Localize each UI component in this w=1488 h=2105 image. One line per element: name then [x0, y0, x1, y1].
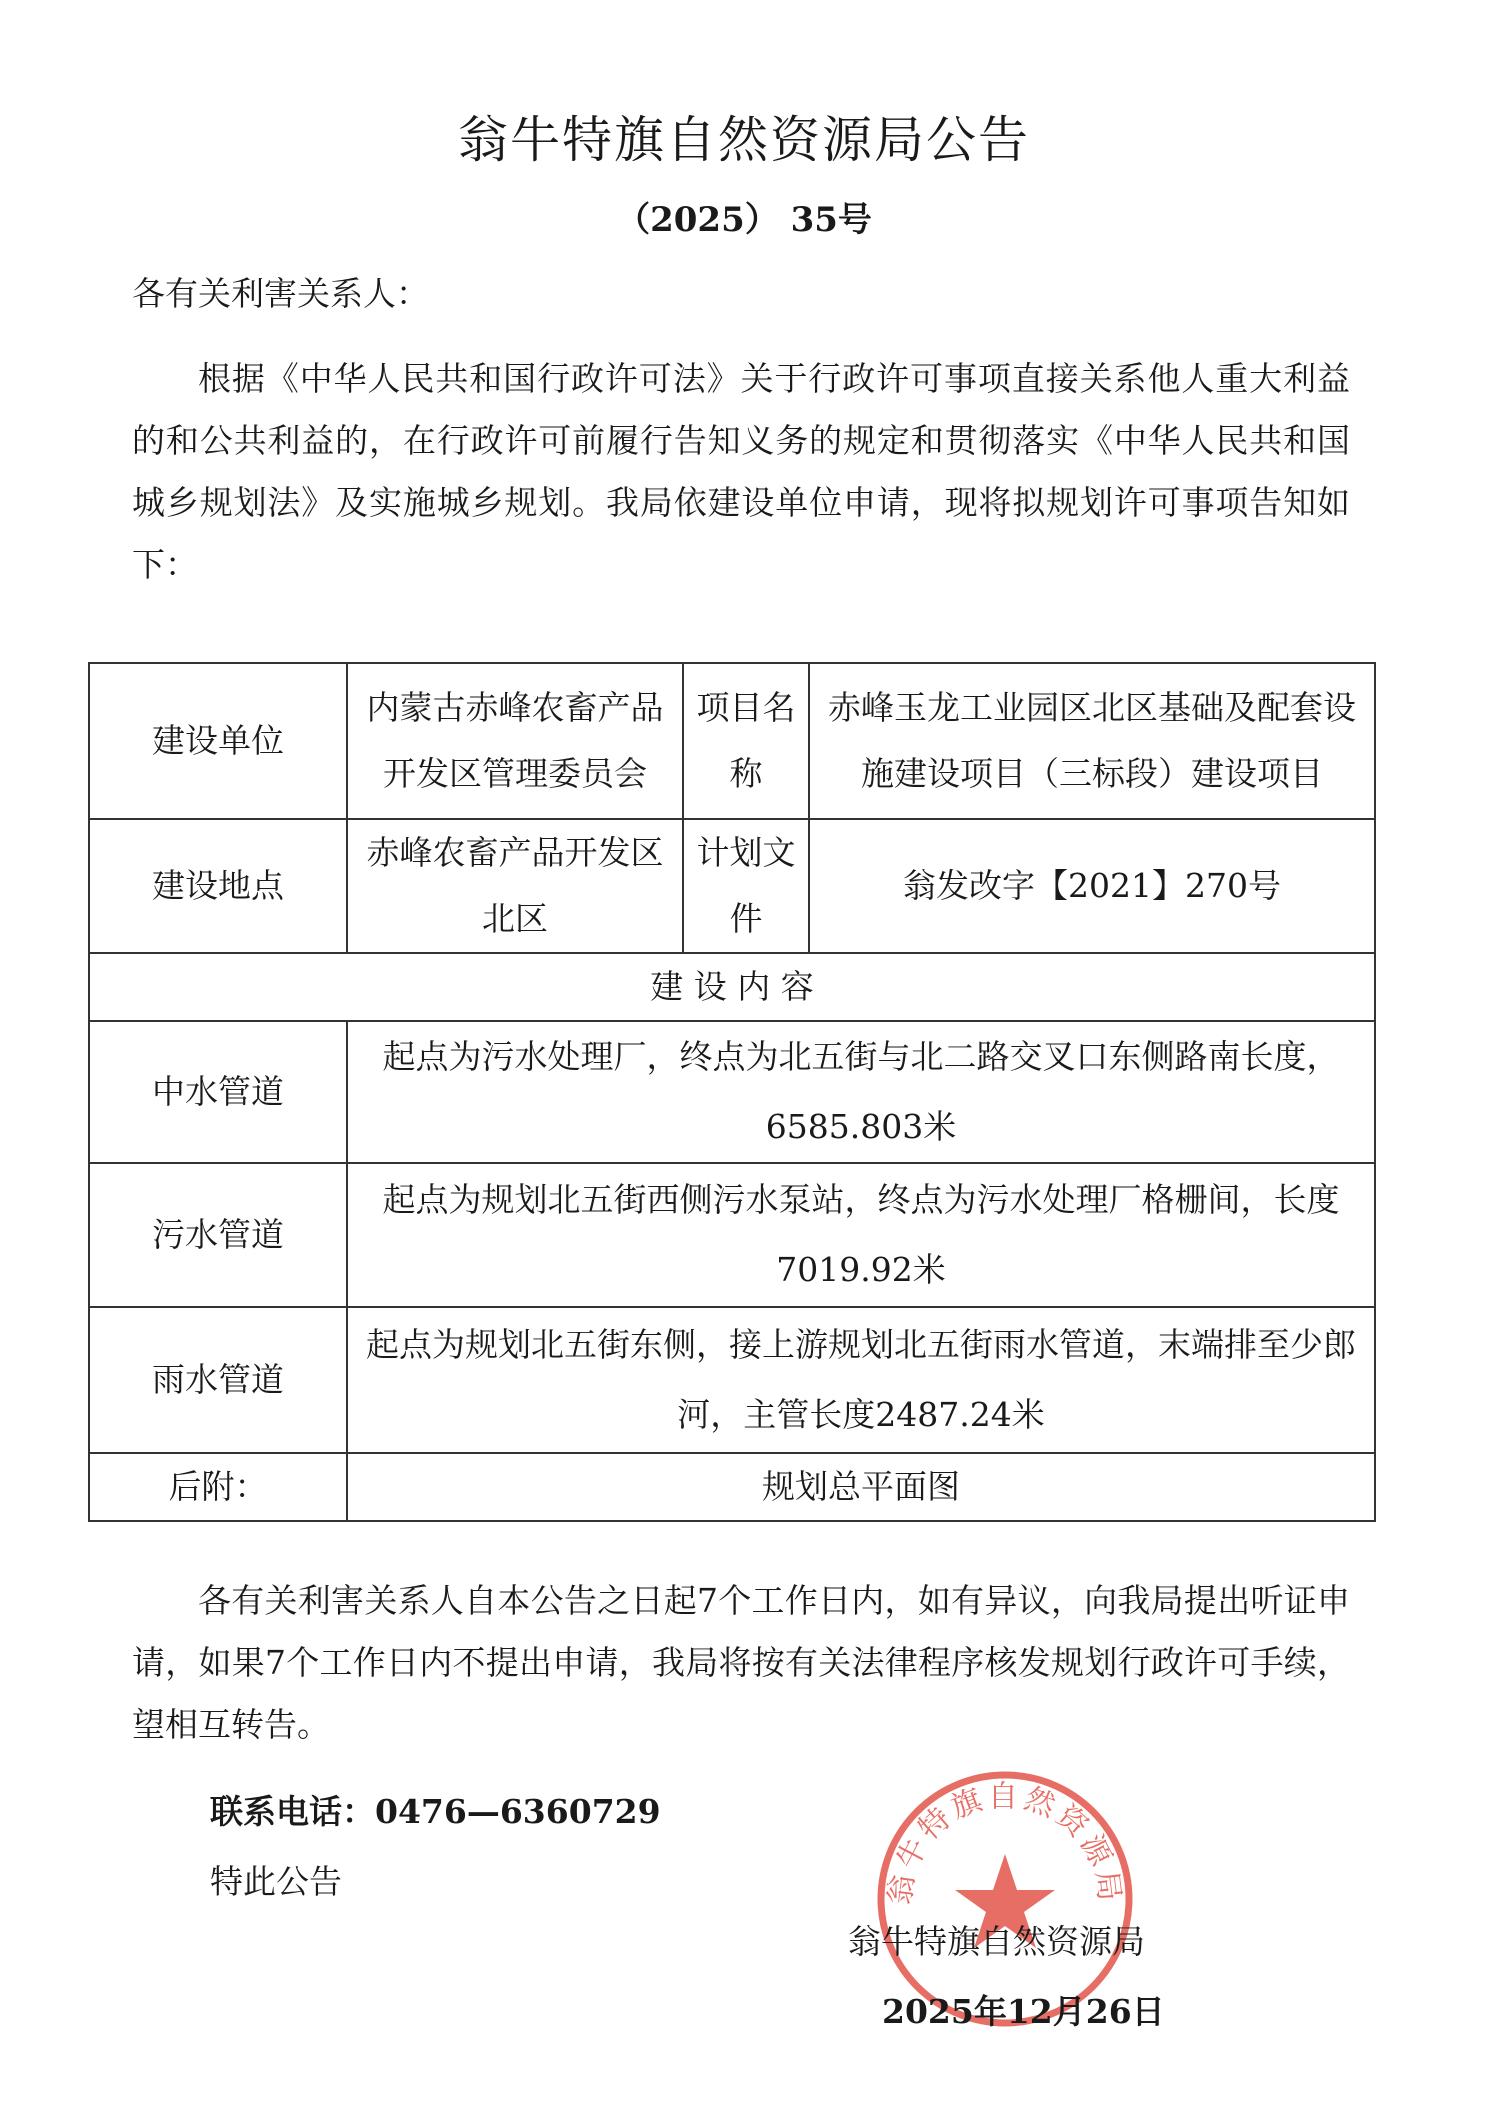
location-value: 赤峰农畜产品开发区北区 — [347, 819, 683, 953]
row-label: 污水管道 — [89, 1163, 347, 1307]
permit-info-table — [88, 662, 1376, 1522]
table-row — [89, 1163, 1375, 1307]
plan-value: 翁发改字【2021】270号 — [809, 819, 1375, 953]
document-number: （2025） 35号 — [616, 200, 872, 240]
notice-text: 特此公告 — [210, 1862, 342, 1901]
page-title: 翁牛特旗自然资源局公告 — [458, 111, 1030, 169]
attach-value: 规划总平面图 — [347, 1453, 1375, 1521]
row-value: 起点为污水处理厂，终点为北五街与北二路交叉口东侧路南长度，6585.803米 — [347, 1021, 1375, 1163]
contact-phone: 联系电话：0476—6360729 — [210, 1792, 661, 1831]
table-row — [89, 1453, 1375, 1521]
closing-paragraph: 各有关利害关系人自本公告之日起7个工作日内，如有异议，向我局提出听证申请，如果7个工作日内不提出申请，我局将按有关法律程序核发规划行政许可手续，望相互转告。 — [132, 1581, 1350, 1744]
table-row — [89, 819, 1375, 953]
row-label: 中水管道 — [89, 1021, 347, 1163]
unit-label: 建设单位 — [89, 663, 347, 819]
table-row — [89, 1021, 1375, 1163]
signature: 翁牛特旗自然资源局 — [848, 1922, 1145, 1961]
table-row — [89, 953, 1375, 1021]
row-value: 起点为规划北五街西侧污水泵站，终点为污水处理厂格栅间，长度7019.92米 — [347, 1163, 1375, 1307]
table-row — [89, 1307, 1375, 1453]
location-label: 建设地点 — [89, 819, 347, 953]
row-label: 雨水管道 — [89, 1307, 347, 1453]
attach-label: 后附： — [89, 1453, 347, 1521]
row-value: 起点为规划北五街东侧，接上游规划北五街雨水管道，末端排至少郎河，主管长度2487.24米 — [347, 1307, 1375, 1453]
table-row — [89, 663, 1375, 819]
svg-text:翁牛特旗自然资源局: 翁牛特旗自然资源局 — [882, 1779, 1128, 1907]
plan-label: 计划文件 — [683, 819, 809, 953]
project-label: 项目名称 — [683, 663, 809, 819]
unit-value: 内蒙古赤峰农畜产品开发区管理委员会 — [347, 663, 683, 819]
project-value: 赤峰玉龙工业园区北区基础及配套设施建设项目（三标段）建设项目 — [809, 663, 1375, 819]
intro-paragraph: 根据《中华人民共和国行政许可法》关于行政许可事项直接关系他人重大利益的和公共利益的，在行政许可前履行告知义务的规定和贯彻落实《中华人民共和国城乡规划法》及实施城乡规划。我局依建设单位申请，现将拟规划许可事项告知如下： — [132, 359, 1350, 584]
salutation: 各有关利害关系人： — [132, 274, 429, 313]
issue-date: 2025年12月26日 — [882, 1992, 1165, 2031]
content-header: 建 设 内 容 — [89, 953, 1375, 1021]
